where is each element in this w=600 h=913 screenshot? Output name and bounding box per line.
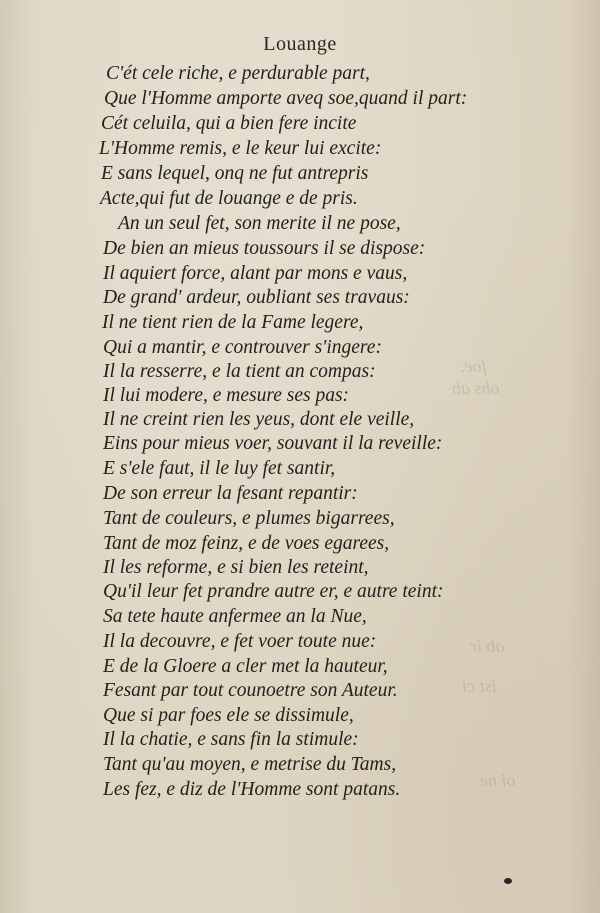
verse-line: Il aquiert force, alant par mons e vaus, (103, 263, 408, 284)
verse-line: Acte,qui fut de louange e de pris. (100, 188, 358, 209)
verse-line: Sa tete haute anfermee an la Nue, (103, 606, 367, 627)
verse-line: Il ne tient rien de la Fame legere, (102, 312, 364, 333)
verse-line: Eins pour mieus voer, souvant il la reveille: (103, 433, 443, 454)
show-through-text: ab ir (470, 636, 505, 656)
verse-line: E s'ele faut, il le luy fet santir, (103, 458, 336, 479)
verse-line: An un seul fet, son merite il ne pose, (118, 213, 401, 234)
verse-line: De bien an mieus toussours il se dispose: (103, 238, 426, 259)
verse-line: Il lui modere, e mesure ses pas: (103, 385, 350, 406)
verse-line: Tant qu'au moyen, e metrise du Tams, (103, 754, 397, 775)
verse-line: E sans lequel, onq ne fut antrepris (101, 163, 369, 184)
verse-line: Tant de moz feinz, e de voes egarees, (103, 533, 390, 554)
verse-line: Les fez, e diz de l'Homme sont patans. (103, 779, 401, 800)
verse-line: Cét celuila, qui a bien fere incite (101, 113, 357, 134)
verse-line: Il la decouvre, e fet voer toute nue: (103, 631, 377, 652)
verse-line: Il ne creint rien les yeus, dont ele veille, (103, 409, 415, 430)
verse-line: Il les reforme, e si bien les reteint, (103, 557, 369, 578)
show-through-text: ſoe. (460, 356, 487, 376)
show-through-text: obs ab (452, 378, 500, 398)
verse-line: Que si par foes ele se dissimule, (103, 705, 354, 726)
verse-line: Il la resserre, e la tient an compas: (103, 361, 376, 382)
verse-line: De son erreur la fesant repantir: (103, 483, 358, 504)
verse-line: Que l'Homme amporte aveq soe,quand il part: (104, 88, 468, 109)
verse-line: C'ét cele riche, e perdurable part, (106, 63, 370, 84)
verse-line: De grand' ardeur, oubliant ses travaus: (103, 287, 410, 308)
verse-line: Fesant par tout counoetre son Auteur. (103, 680, 398, 701)
verse-line: Qui a mantir, e controuver s'ingere: (103, 337, 382, 358)
verse-line: E de la Gloere a cler met la hauteur, (103, 656, 388, 677)
verse-line: Qu'il leur fet prandre autre er, e autre teint: (103, 581, 444, 602)
show-through-text: oi ne (480, 770, 516, 790)
verse-line: Il la chatie, e sans fin la stimule: (103, 729, 359, 750)
verse-line: Tant de couleurs, e plumes bigarrees, (103, 508, 395, 529)
page-header: Louange (263, 33, 337, 55)
show-through-text: ist ci (462, 676, 497, 696)
printer-ornament (504, 878, 512, 884)
verse-line: L'Homme remis, e le keur lui excite: (99, 138, 382, 159)
